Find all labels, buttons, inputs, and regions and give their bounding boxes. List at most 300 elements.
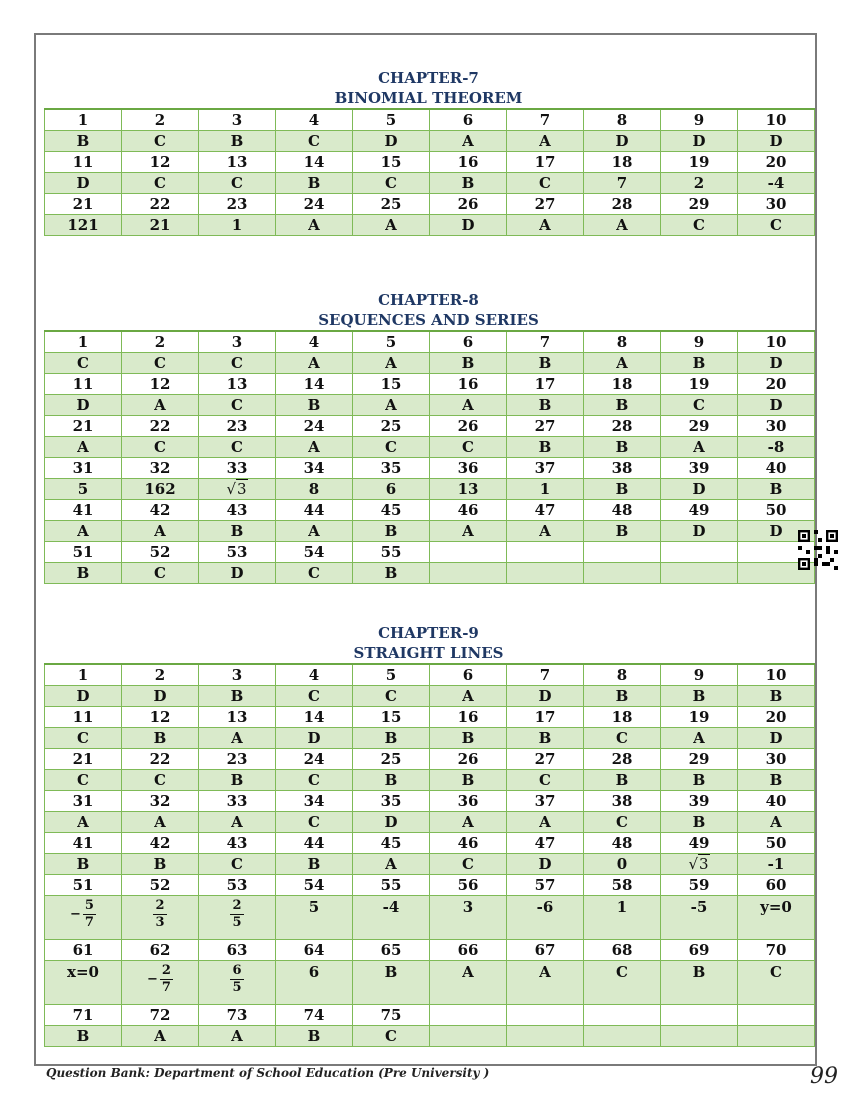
answer-cell: B — [584, 479, 661, 500]
question-number-cell: 14 — [276, 374, 353, 395]
answer-row — [45, 854, 815, 875]
question-number-cell: 19 — [661, 374, 738, 395]
answer-cell: − $\frac{2}{7}$ — [122, 961, 199, 1005]
answer-cell: A — [45, 521, 122, 542]
answer-cell: D — [276, 728, 353, 749]
chapter-subtitle: BINOMIAL THEOREM — [334, 89, 523, 107]
answer-cell: B — [661, 961, 738, 1005]
question-number-cell: 23 — [199, 194, 276, 215]
answer-cell: B — [584, 686, 661, 707]
answer-row — [45, 770, 815, 791]
question-number-cell: 26 — [430, 749, 507, 770]
question-number-cell: 51 — [45, 542, 122, 563]
question-number-cell: 73 — [199, 1005, 276, 1026]
answer-cell: y=0 — [738, 896, 815, 940]
question-number-cell: 58 — [584, 875, 661, 896]
answer-cell: B — [276, 1026, 353, 1047]
question-number-cell: 65 — [353, 940, 430, 961]
question-number-cell: 10 — [738, 331, 815, 353]
answer-row — [45, 353, 815, 374]
footer-text: Question Bank: Department of School Education (Pre University ) — [46, 1066, 490, 1080]
question-number-cell: 16 — [430, 374, 507, 395]
question-number-cell: 13 — [199, 707, 276, 728]
question-number-cell: 36 — [430, 458, 507, 479]
question-number-cell: 17 — [507, 707, 584, 728]
answer-row — [45, 131, 815, 152]
answer-cell: B — [661, 770, 738, 791]
answer-cell: B — [45, 131, 122, 152]
answer-cell: C — [199, 437, 276, 458]
question-number-cell: 23 — [199, 416, 276, 437]
answer-cell: D — [507, 854, 584, 875]
chapter-title: CHAPTER-7 — [378, 69, 479, 87]
answer-cell: A — [430, 395, 507, 416]
question-number-cell: 50 — [738, 833, 815, 854]
question-number-cell — [661, 542, 738, 563]
chapter-subtitle: STRAIGHT LINES — [353, 644, 504, 662]
chapter-title: CHAPTER-9 — [378, 624, 479, 642]
chapter-9-section — [44, 623, 815, 1047]
answer-cell: 3 — [430, 896, 507, 940]
question-number-cell: 50 — [738, 500, 815, 521]
answer-cell: B — [507, 728, 584, 749]
answer-cell: C — [353, 437, 430, 458]
question-number-cell: 41 — [45, 500, 122, 521]
question-number-cell: 37 — [507, 458, 584, 479]
question-number-cell: 20 — [738, 374, 815, 395]
question-number-cell: 30 — [738, 194, 815, 215]
question-number-row — [45, 833, 815, 854]
question-number-cell: 18 — [584, 707, 661, 728]
answer-cell: B — [507, 437, 584, 458]
question-number-cell: 21 — [45, 416, 122, 437]
question-number-cell: 63 — [199, 940, 276, 961]
answer-cell: A — [122, 521, 199, 542]
question-number-cell: 21 — [45, 749, 122, 770]
question-number-cell: 53 — [199, 542, 276, 563]
answer-cell: B — [353, 563, 430, 584]
answer-cell: 1 — [584, 896, 661, 940]
answer-cell: B — [507, 353, 584, 374]
answer-cell: -4 — [353, 896, 430, 940]
question-number-cell: 12 — [122, 152, 199, 173]
question-number-cell: 8 — [584, 664, 661, 686]
answer-cell: A — [584, 215, 661, 236]
answer-cell: B — [507, 395, 584, 416]
answer-cell: B — [661, 686, 738, 707]
question-number-row — [45, 152, 815, 173]
question-number-row — [45, 542, 815, 563]
answer-cell: -5 — [661, 896, 738, 940]
answer-cell: A — [122, 812, 199, 833]
answer-cell: A — [199, 1026, 276, 1047]
answer-row — [45, 812, 815, 833]
question-number-cell: 70 — [738, 940, 815, 961]
question-number-cell — [507, 542, 584, 563]
question-number-cell: 32 — [122, 791, 199, 812]
answer-cell: B — [430, 728, 507, 749]
question-number-cell: 17 — [507, 374, 584, 395]
question-number-cell: 68 — [584, 940, 661, 961]
answer-cell: A — [430, 961, 507, 1005]
answer-cell: 121 — [45, 215, 122, 236]
question-number-cell: 29 — [661, 194, 738, 215]
question-number-cell: 6 — [430, 664, 507, 686]
answer-cell: B — [276, 395, 353, 416]
answer-cell: √3 — [199, 479, 276, 500]
answer-cell: A — [353, 353, 430, 374]
question-number-cell: 26 — [430, 416, 507, 437]
answer-cell: B — [584, 770, 661, 791]
question-number-cell: 39 — [661, 458, 738, 479]
answer-cell: 1 — [199, 215, 276, 236]
answer-cell: C — [430, 437, 507, 458]
answer-cell: D — [45, 173, 122, 194]
answer-cell: A — [276, 353, 353, 374]
answer-cell: D — [353, 131, 430, 152]
answer-cell: D — [661, 131, 738, 152]
question-number-cell: 41 — [45, 833, 122, 854]
answer-cell: C — [661, 215, 738, 236]
question-number-cell: 52 — [122, 875, 199, 896]
answer-cell: C — [45, 728, 122, 749]
answer-cell: B — [738, 686, 815, 707]
answer-cell — [430, 1026, 507, 1047]
question-number-cell: 23 — [199, 749, 276, 770]
answer-cell: B — [45, 1026, 122, 1047]
question-number-cell: 64 — [276, 940, 353, 961]
question-number-cell: 69 — [661, 940, 738, 961]
question-number-cell: 5 — [353, 664, 430, 686]
question-number-cell: 12 — [122, 374, 199, 395]
question-number-cell: 27 — [507, 416, 584, 437]
chapter-8-section — [44, 290, 815, 584]
question-number-cell: 7 — [507, 664, 584, 686]
question-number-cell: 33 — [199, 458, 276, 479]
answer-cell: C — [199, 854, 276, 875]
answer-cell: A — [430, 131, 507, 152]
question-number-cell: 16 — [430, 707, 507, 728]
answer-cell: A — [122, 395, 199, 416]
answer-cell: C — [122, 131, 199, 152]
answer-cell — [661, 563, 738, 584]
question-number-cell: 7 — [507, 331, 584, 353]
answer-cell: C — [122, 563, 199, 584]
question-number-cell: 57 — [507, 875, 584, 896]
question-number-cell — [661, 1005, 738, 1026]
answer-cell: B — [45, 854, 122, 875]
answer-cell: 6 5 — [199, 961, 276, 1005]
answer-cell: √3 — [661, 854, 738, 875]
answer-cell: C — [276, 563, 353, 584]
question-number-cell: 42 — [122, 833, 199, 854]
answer-cell — [661, 1026, 738, 1047]
answer-cell: 2 5 — [199, 896, 276, 940]
answer-cell: B — [122, 728, 199, 749]
answer-cell: A — [507, 812, 584, 833]
answer-cell: A — [661, 728, 738, 749]
answer-cell: C — [276, 812, 353, 833]
question-number-cell: 27 — [507, 749, 584, 770]
question-number-cell: 40 — [738, 791, 815, 812]
answer-cell: C — [584, 812, 661, 833]
answer-cell: D — [45, 395, 122, 416]
question-number-cell: 4 — [276, 331, 353, 353]
question-number-cell: 71 — [45, 1005, 122, 1026]
answer-row — [45, 395, 815, 416]
answer-cell: A — [738, 812, 815, 833]
answer-cell: D — [738, 131, 815, 152]
question-number-cell: 24 — [276, 749, 353, 770]
question-number-cell: 59 — [661, 875, 738, 896]
question-number-cell: 9 — [661, 331, 738, 353]
question-number-row — [45, 194, 815, 215]
question-number-cell: 31 — [45, 791, 122, 812]
question-number-cell: 47 — [507, 833, 584, 854]
answer-row — [45, 896, 815, 940]
question-number-cell — [430, 542, 507, 563]
answer-cell: C — [122, 173, 199, 194]
answer-cell: C — [661, 395, 738, 416]
question-number-row — [45, 664, 815, 686]
answer-cell: A — [276, 521, 353, 542]
answer-row — [45, 215, 815, 236]
answer-cell: A — [122, 1026, 199, 1047]
question-number-row — [45, 707, 815, 728]
answer-cell: A — [199, 728, 276, 749]
question-number-cell: 18 — [584, 374, 661, 395]
answer-cell: D — [661, 479, 738, 500]
answer-cell: -6 — [507, 896, 584, 940]
question-number-row — [45, 940, 815, 961]
answer-cell: A — [661, 437, 738, 458]
question-number-cell: 49 — [661, 500, 738, 521]
question-number-cell: 54 — [276, 542, 353, 563]
question-number-cell: 6 — [430, 331, 507, 353]
answer-cell: B — [738, 479, 815, 500]
answer-cell: B — [353, 770, 430, 791]
answer-cell: D — [738, 395, 815, 416]
answer-row — [45, 728, 815, 749]
answer-cell: D — [584, 131, 661, 152]
question-number-cell: 11 — [45, 707, 122, 728]
question-number-cell: 75 — [353, 1005, 430, 1026]
answer-cell: 21 — [122, 215, 199, 236]
question-number-cell: 22 — [122, 194, 199, 215]
answer-cell: C — [353, 686, 430, 707]
question-number-cell: 43 — [199, 500, 276, 521]
answer-cell: D — [507, 686, 584, 707]
question-number-row — [45, 791, 815, 812]
answer-cell: -8 — [738, 437, 815, 458]
question-number-cell: 44 — [276, 500, 353, 521]
answer-cell: B — [199, 131, 276, 152]
question-number-cell: 24 — [276, 194, 353, 215]
question-number-cell: 35 — [353, 791, 430, 812]
answer-cell: A — [507, 131, 584, 152]
question-number-cell: 29 — [661, 416, 738, 437]
question-number-cell: 61 — [45, 940, 122, 961]
answer-cell: A — [276, 437, 353, 458]
answer-cell: B — [199, 686, 276, 707]
answer-cell: A — [507, 521, 584, 542]
question-number-cell: 34 — [276, 458, 353, 479]
qr-code-icon — [798, 530, 838, 570]
question-number-row — [45, 749, 815, 770]
answer-row — [45, 961, 815, 1005]
question-number-cell: 32 — [122, 458, 199, 479]
answer-cell: A — [353, 395, 430, 416]
question-number-cell: 51 — [45, 875, 122, 896]
answer-cell: 162 — [122, 479, 199, 500]
answer-cell: A — [584, 353, 661, 374]
answer-cell: A — [507, 215, 584, 236]
question-number-cell: 3 — [199, 664, 276, 686]
question-number-cell: 7 — [507, 109, 584, 131]
question-number-cell: 18 — [584, 152, 661, 173]
question-number-cell: 25 — [353, 416, 430, 437]
answer-cell: 13 — [430, 479, 507, 500]
question-number-cell: 30 — [738, 416, 815, 437]
answer-cell: 8 — [276, 479, 353, 500]
question-number-cell: 25 — [353, 749, 430, 770]
answer-cell: x=0 — [45, 961, 122, 1005]
answer-cell — [584, 563, 661, 584]
answer-cell: D — [738, 353, 815, 374]
question-number-cell: 15 — [353, 152, 430, 173]
answer-cell — [430, 563, 507, 584]
question-number-row — [45, 1005, 815, 1026]
page-number: 99 — [810, 1064, 838, 1089]
question-number-cell — [584, 542, 661, 563]
answer-cell: D — [738, 728, 815, 749]
question-number-cell: 14 — [276, 707, 353, 728]
question-number-cell: 2 — [122, 331, 199, 353]
answer-cell: -1 — [738, 854, 815, 875]
answer-cell: B — [738, 770, 815, 791]
answer-cell: C — [738, 215, 815, 236]
question-number-cell: 62 — [122, 940, 199, 961]
question-number-cell: 66 — [430, 940, 507, 961]
question-number-cell — [430, 1005, 507, 1026]
answer-cell: C — [584, 728, 661, 749]
question-number-cell: 25 — [353, 194, 430, 215]
answer-cell: C — [276, 131, 353, 152]
answer-cell: D — [738, 521, 815, 542]
answer-cell: C — [199, 173, 276, 194]
question-number-cell: 36 — [430, 791, 507, 812]
question-number-cell: 5 — [353, 331, 430, 353]
answer-row — [45, 173, 815, 194]
question-number-cell: 1 — [45, 109, 122, 131]
answer-cell: D — [430, 215, 507, 236]
answer-cell: C — [45, 770, 122, 791]
question-number-cell: 52 — [122, 542, 199, 563]
question-number-cell: 38 — [584, 791, 661, 812]
answer-cell: C — [122, 770, 199, 791]
question-number-cell: 55 — [353, 542, 430, 563]
question-number-cell: 20 — [738, 152, 815, 173]
question-number-cell: 11 — [45, 374, 122, 395]
question-number-cell: 47 — [507, 500, 584, 521]
answer-cell: A — [45, 437, 122, 458]
question-number-cell: 9 — [661, 109, 738, 131]
answer-cell: C — [584, 961, 661, 1005]
question-number-cell: 10 — [738, 664, 815, 686]
question-number-cell: 33 — [199, 791, 276, 812]
question-number-cell: 74 — [276, 1005, 353, 1026]
answer-table — [44, 108, 815, 236]
question-number-cell: 37 — [507, 791, 584, 812]
answer-cell: A — [430, 521, 507, 542]
answer-cell: C — [122, 353, 199, 374]
answer-cell: B — [45, 563, 122, 584]
answer-cell: 2 3 — [122, 896, 199, 940]
question-number-cell: 55 — [353, 875, 430, 896]
question-number-cell: 34 — [276, 791, 353, 812]
answer-cell: B — [353, 521, 430, 542]
question-number-cell: 8 — [584, 109, 661, 131]
answer-cell: 2 — [661, 173, 738, 194]
answer-cell: B — [199, 521, 276, 542]
answer-cell: 1 — [507, 479, 584, 500]
question-number-row — [45, 331, 815, 353]
answer-cell: D — [199, 563, 276, 584]
question-number-cell: 5 — [353, 109, 430, 131]
question-number-cell: 19 — [661, 152, 738, 173]
answer-cell: C — [353, 173, 430, 194]
answer-cell: A — [199, 812, 276, 833]
answer-cell: B — [430, 770, 507, 791]
question-number-cell: 43 — [199, 833, 276, 854]
answer-cell: A — [45, 812, 122, 833]
answer-cell — [507, 1026, 584, 1047]
answer-row — [45, 521, 815, 542]
answer-cell: D — [45, 686, 122, 707]
answer-cell: D — [661, 521, 738, 542]
question-number-cell: 53 — [199, 875, 276, 896]
question-number-cell: 27 — [507, 194, 584, 215]
question-number-cell: 14 — [276, 152, 353, 173]
answer-cell: B — [122, 854, 199, 875]
answer-cell: -4 — [738, 173, 815, 194]
question-number-row — [45, 374, 815, 395]
question-number-cell: 45 — [353, 500, 430, 521]
question-number-cell: 10 — [738, 109, 815, 131]
answer-cell: B — [353, 728, 430, 749]
question-number-cell: 22 — [122, 416, 199, 437]
question-number-cell: 28 — [584, 416, 661, 437]
answer-cell: B — [584, 521, 661, 542]
answer-cell: C — [430, 854, 507, 875]
answer-cell: B — [430, 353, 507, 374]
answer-cell: C — [507, 173, 584, 194]
question-number-cell: 1 — [45, 664, 122, 686]
answer-cell: B — [661, 353, 738, 374]
question-number-cell: 44 — [276, 833, 353, 854]
answer-cell: C — [276, 770, 353, 791]
question-number-cell: 1 — [45, 331, 122, 353]
question-number-cell: 2 — [122, 109, 199, 131]
question-number-cell — [507, 1005, 584, 1026]
question-number-cell: 67 — [507, 940, 584, 961]
question-number-cell: 15 — [353, 707, 430, 728]
answer-cell: B — [661, 812, 738, 833]
answer-cell: B — [430, 173, 507, 194]
answer-cell: B — [276, 854, 353, 875]
answer-cell: C — [507, 770, 584, 791]
question-number-cell: 2 — [122, 664, 199, 686]
